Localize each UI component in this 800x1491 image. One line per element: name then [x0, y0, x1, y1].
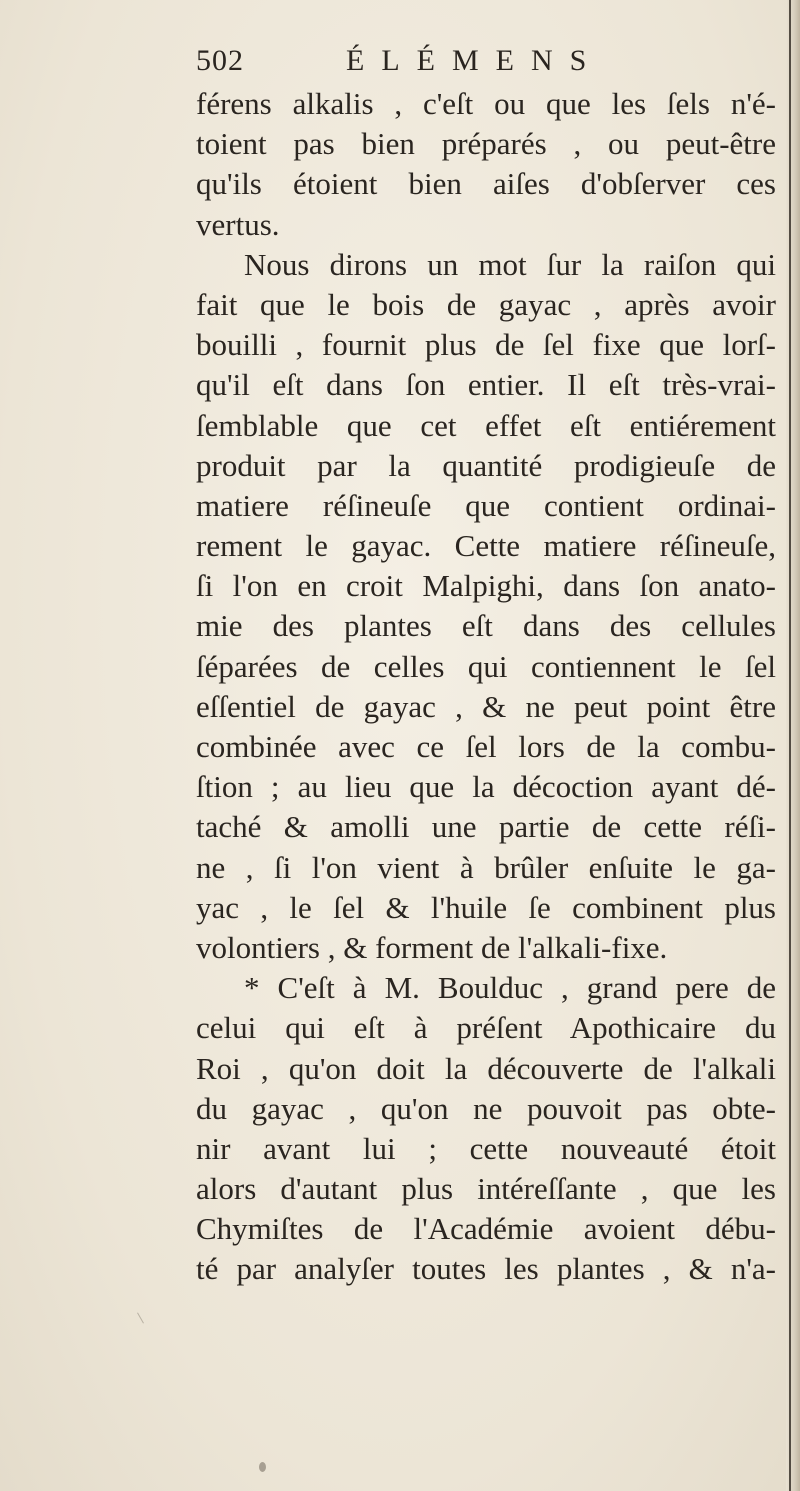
text-line: ſi l'on en croit Malpighi, dans ſon anato-	[196, 568, 776, 604]
text-line: yac , le ſel & l'huile ſe combinent plus	[196, 889, 776, 925]
text-line: mie des plantes eſt dans des cellules	[196, 608, 776, 644]
footnote-marker-line: * C'eſt à M. Boulduc , grand pere de	[244, 970, 776, 1006]
text-line: qu'ils étoient bien aiſes d'obſerver ces	[196, 166, 776, 202]
text-line: té par analyſer toutes les plantes , & n'a-	[196, 1251, 776, 1287]
body-text	[196, 84, 776, 1290]
text-line: bouilli , fournit plus de ſel fixe que lorſ-	[196, 327, 776, 363]
running-head: ÉLÉMENS	[346, 44, 604, 77]
text-line: nir avant lui ; cette nouveauté étoit	[196, 1130, 776, 1166]
text-line: rement le gayac. Cette matiere réſineuſe,	[196, 528, 776, 564]
text-line: vertus.	[196, 206, 280, 242]
text-line: férens alkalis , c'eſt ou que les ſels n'é-	[196, 86, 776, 121]
text-line: eſſentiel de gayac , & ne peut point être	[196, 688, 776, 724]
text-line: ſéparées de celles qui contiennent le ſel	[196, 648, 776, 684]
text-line: toient pas bien préparés , ou peut-être	[196, 126, 776, 162]
text-line: alors d'autant plus intéreſſante , que les	[196, 1171, 776, 1207]
stray-mark	[137, 1313, 144, 1324]
text-line: celui qui eſt à préſent Apothicaire du	[196, 1010, 776, 1046]
text-line: combinée avec ce ſel lors de la combu-	[196, 729, 776, 764]
text-line: qu'il eſt dans ſon entier. Il eſt très-vrai-	[196, 367, 776, 403]
text-line: Chymiſtes de l'Académie avoient débu-	[196, 1211, 776, 1247]
text-line: fait que le bois de gayac , après avoir	[196, 286, 776, 322]
ink-smudge	[259, 1462, 266, 1472]
text-line: matiere réſineuſe que contient ordinai-	[196, 487, 776, 523]
text-line: volontiers , & forment de l'alkali-fixe.	[196, 929, 668, 965]
paragraph-start-line: Nous dirons un mot ſur la raiſon qui	[244, 246, 776, 282]
page-header	[196, 44, 676, 86]
text-line: Roi , qu'on doit la découverte de l'alkali	[196, 1050, 776, 1086]
text-line: ſtion ; au lieu que la décoction ayant dé-	[196, 769, 776, 805]
page-number: 502	[196, 44, 244, 77]
text-line: ne , ſi l'on vient à brûler enſuite le ga-	[196, 849, 776, 885]
text-line: produit par la quantité prodigieuſe de	[196, 447, 776, 483]
text-line: taché & amolli une partie de cette réſi-	[196, 809, 776, 845]
text-line: ſemblable que cet effet eſt entiérement	[196, 407, 776, 443]
page-edge-line	[789, 0, 791, 1491]
text-line: du gayac , qu'on ne pouvoit pas obte-	[196, 1090, 776, 1126]
